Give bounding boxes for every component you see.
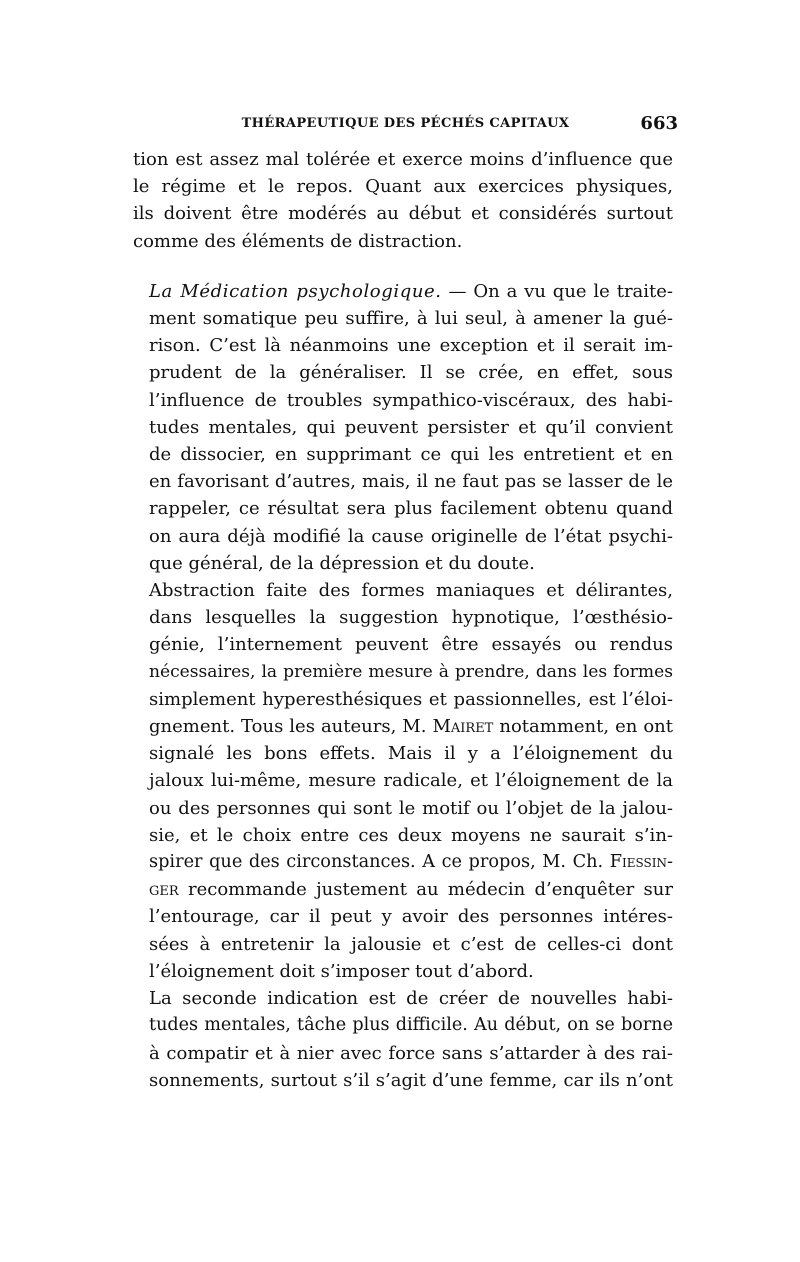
page-number: 663 [640, 113, 678, 134]
text-line: signalé les bons effets. Mais il y a l’éloignement du [149, 743, 673, 765]
text-line: sonnements, surtout s’il s’agit d’une femme, car ils n’ont [149, 1069, 673, 1091]
text-segment: notamment, en ont [493, 716, 673, 738]
text-line: rappeler, ce résultat sera plus facilement obtenu quand [149, 498, 673, 520]
text-line: l’influence de troubles sympathico-viscéraux, des habi- [149, 389, 673, 411]
text-line: ou des personnes qui sont le motif ou l’objet de la jalou- [149, 797, 673, 819]
author-name: ger [149, 879, 179, 901]
text-line: tudes mentales, qui peuvent persister et qu’il convient [149, 416, 673, 438]
paragraph-3 [133, 577, 673, 985]
text-line: ment somatique peu suffire, à lui seul, à amener la gué- [149, 308, 673, 330]
paragraph-2 [133, 278, 673, 577]
text-line: de dissocier, en supprimant ce qui les entretient et en [149, 444, 673, 466]
author-name: Mairet [432, 716, 494, 738]
text-line: génie, l’internement peuvent être essayés ou rendus [149, 634, 673, 656]
text-line: l’entourage, car il peut y avoir des personnes intéres- [149, 906, 673, 928]
running-title: THÉRAPEUTIQUE DES PÉCHÉS CAPITAUX [241, 116, 570, 131]
text-line: sées à entretenir la jalousie et c’est de celles-ci dont [149, 933, 673, 955]
text-segment: recommande justement au médecin d’enquêter sur [178, 879, 673, 901]
text-segment: — On a vu que le traite- [441, 280, 673, 302]
text-line [133, 849, 673, 876]
text-line: à compatir et à nier avec force sans s’attarder à des rai- [149, 1042, 673, 1064]
text-line: en favorisant d’autres, mais, il ne faut pas se lasser de le [149, 471, 673, 493]
body-text [133, 146, 673, 1094]
text-line: on aura déjà modifié la cause originelle de l’état psychi- [149, 525, 673, 547]
text-line: dans lesquelles la suggestion hypnotique, l’œsthésio- [149, 607, 673, 629]
text-line: rison. C’est là néanmoins une exception et il serait im- [149, 335, 673, 357]
text-line: tion est assez mal tolérée et exerce moins d’influence que [133, 149, 673, 170]
text-line: prudent de la généraliser. Il se crée, en effet, sous [149, 362, 673, 384]
text-line: nécessaires, la première mesure à prendre, dans les formes [149, 661, 673, 682]
text-line [133, 713, 673, 740]
text-line: ils doivent être modérés au début et considérés surtout [133, 203, 673, 225]
text-line: comme des éléments de distraction. [133, 230, 463, 252]
text-line [133, 876, 673, 903]
text-segment: gnement. Tous les auteurs, M. [149, 716, 433, 738]
text-segment: spirer que des circonstances. A ce propos, M. Ch. [149, 852, 610, 873]
section-heading: La Médication psychologique. [149, 280, 442, 302]
paragraph-4 [133, 985, 673, 1094]
text-line: sie, et le choix entre ces deux moyens ne saurait s’in- [149, 824, 673, 846]
paragraph-1 [133, 146, 673, 255]
text-line: simplement hyperesthésiques et passionnelles, est l’éloi- [149, 688, 673, 710]
text-line: jaloux lui-même, mesure radicale, et l’éloignement de la [149, 770, 673, 792]
text-line: tudes mentales, tâche plus difficile. Au début, on se borne [149, 1015, 673, 1036]
text-line: que général, de la dépression et du doute. [149, 552, 535, 574]
text-line: l’éloignement doit s’imposer tout d’abord. [149, 960, 534, 982]
running-header [133, 113, 678, 140]
author-name: Fiessin- [609, 852, 673, 873]
text-line: le régime et le repos. Quant aux exercices physiques, [133, 176, 673, 198]
text-line: La seconde indication est de créer de nouvelles habi- [149, 988, 673, 1010]
text-line: Abstraction faite des formes maniaques et délirantes, [149, 580, 673, 602]
text-line [133, 278, 673, 305]
